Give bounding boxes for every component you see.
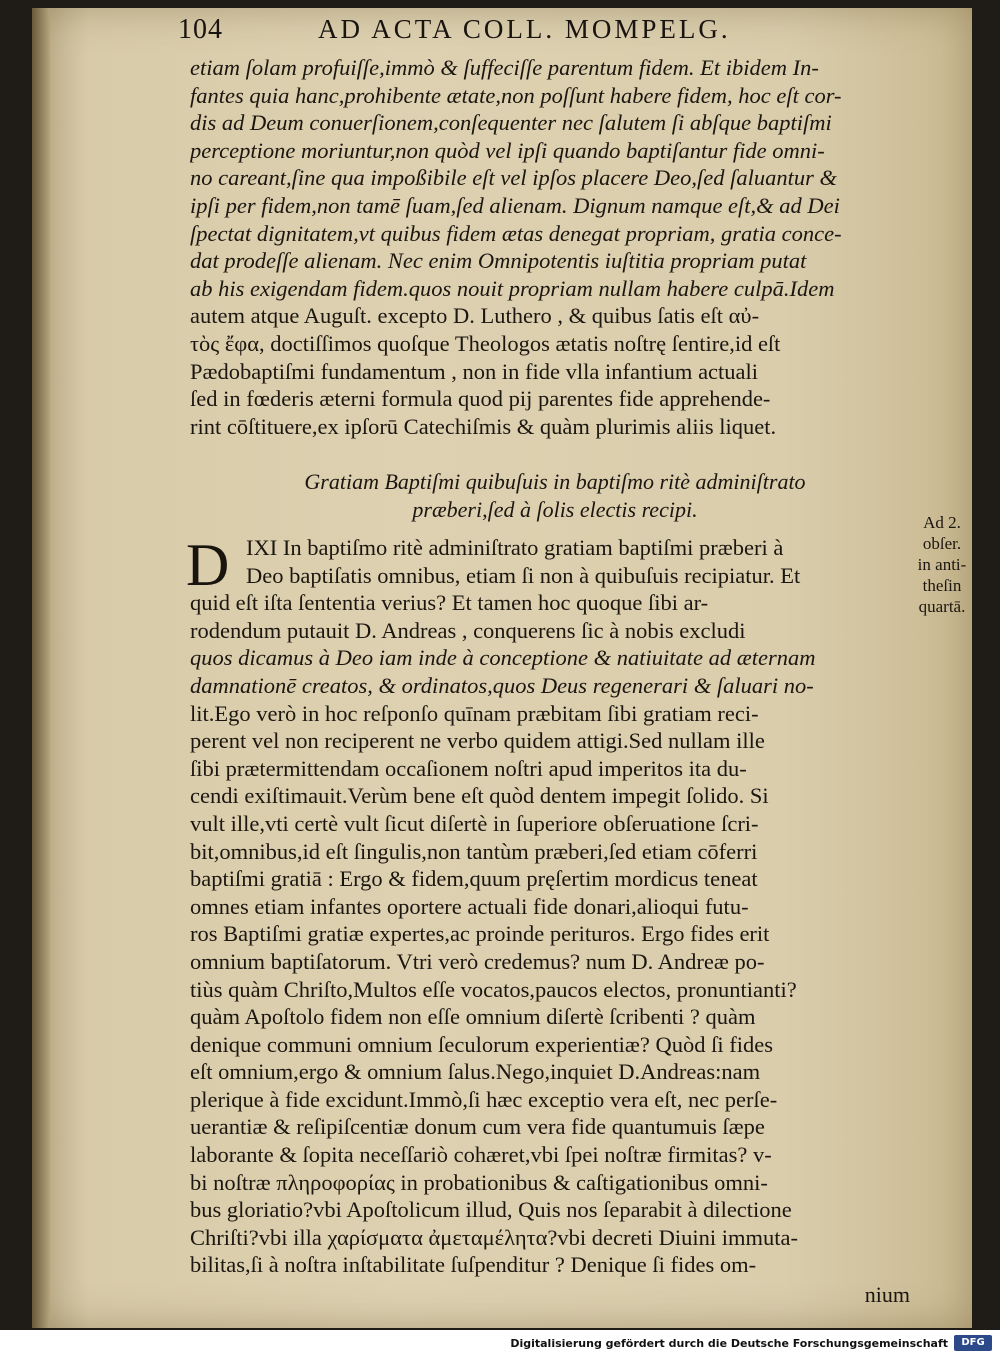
- text-line: ipſi per fidem,non tamē ſuam,ſed alienam. Dignum namque eſt,& ad Dei: [190, 192, 840, 218]
- text-line: ros Baptiſmi gratiæ expertes,ac proinde perituros. Ergo fides erit: [190, 921, 770, 947]
- text-line: rint cōſtituere,ex ipſorū Catechiſmis & quàm plurimis aliis liquet.: [190, 413, 777, 439]
- text-line: τὸς ἔφα, doctiſſimos quoſque Theologos ætatis noſtrę ſentire,id eſt: [190, 330, 781, 356]
- text-line: dis ad Deum conuerſionem,conſequenter nec ſalutem ſi abſque baptiſmi: [190, 110, 832, 136]
- text-line: Chriſti?vbi illa χαρίσματα ἀμεταμέλητα?vbi decreti Diuini immuta-: [190, 1224, 798, 1250]
- text-line: eſt omnium,ergo & omnium ſalus.Nego,inquiet D.Andreas:nam: [190, 1059, 761, 1085]
- text-line: omnes etiam infantes oportere actuali fide donari,alioqui futu-: [190, 893, 749, 919]
- text-line: etiam ſolam profuiſſe,immò & ſuffeciſſe parentum fidem. Et ibidem In-: [190, 55, 819, 80]
- running-head: AD ACTA COLL. MOMPELG.: [318, 14, 731, 44]
- text-line: lit.Ego verò in hoc reſponſo quīnam præbitam ſibi gratiam reci-: [190, 700, 759, 726]
- text-line: uerantiæ & reſipiſcentiæ donum cum vera fide quantumuis ſæpe: [190, 1114, 765, 1140]
- page-number: 104: [178, 14, 223, 45]
- dfg-logo-icon: DFG: [954, 1335, 992, 1351]
- text-line: bi noſtræ πληροφορίας in probationibus & caſtigationibus omni-: [190, 1169, 768, 1195]
- text-line: rodendum putauit D. Andreas , conquerens ſic à nobis excludi: [190, 617, 746, 643]
- text-line: ab his exigendam fidem.quos nouit propriam nullam habere culpā.Idem: [190, 275, 835, 301]
- text-line: perent vel non reciperent ne verbo quidem attigi.Sed nullam ille: [190, 728, 765, 754]
- section-heading-line: præberi,ſed à ſolis electis recipi.: [412, 497, 698, 522]
- text-line: quàm Apoſtolo fidem non eſſe omnium diſertè ſcribenti ? quàm: [190, 1004, 756, 1030]
- text-line: perceptione moriuntur,non quòd vel ipſi quando baptiſantur fide omni-: [190, 137, 825, 163]
- margin-note-line: quartā.: [918, 597, 966, 616]
- text-line: Pædobaptiſmi fundamentum , non in fide vlla infantium actuali: [190, 358, 759, 384]
- text-line: quid eſt iſta ſententia verius? Et tamen hoc quoque ſibi ar-: [190, 590, 709, 616]
- text-line: plerique à fide excidunt.Immò,ſi hæc exceptio vera eſt, nec perſe-: [190, 1086, 778, 1112]
- section-body: [186, 532, 910, 1279]
- digitization-footer: [0, 1330, 1000, 1357]
- text-line: fantes quia hanc,prohibente ætate,non poſſunt habere fidem, hoc eſt cor-: [190, 82, 842, 108]
- text-line: bilitas,ſi à noſtra inſtabilitate ſuſpenditur ? Denique ſi fides om-: [190, 1252, 757, 1278]
- text-line: baptiſmi gratiā : Ergo & fidem,quum pręſertim mordicus teneat: [190, 866, 758, 892]
- text-line: laborante & ſopita neceſſariò cohæret,vbi ſpei noſtræ firmitas? v-: [190, 1142, 772, 1168]
- text-line: ſibi prætermittendam occaſionem noſtri apud imperitos ita du-: [190, 755, 747, 781]
- top-paragraph: [190, 54, 908, 440]
- margin-note-line: theſin: [922, 576, 962, 595]
- margin-note-line: Ad 2.: [923, 513, 961, 532]
- text-line: denique communi omnium ſeculorum experientiæ? Quòd ſi fides: [190, 1031, 774, 1057]
- margin-note: [912, 512, 972, 617]
- drop-capital: D: [186, 532, 230, 598]
- page-header: [178, 14, 798, 50]
- text-line: tiùs quàm Chriſto,Multos eſſe vocatos,paucos electos, pronuntianti?: [190, 976, 797, 1002]
- text-line: bit,omnibus,id eſt ſingulis,non tantùm præberi,ſed etiam cōferri: [190, 838, 758, 864]
- text-line: Deo baptiſatis omnibus, etiam ſi non à quibuſuis recipiatur. Et: [246, 562, 801, 588]
- text-line: vult ille,vti certè vult ſicut diſertè in ſuperiore obſeruatione ſcri-: [190, 810, 759, 836]
- text-line: dat prodeſſe alienam. Nec enim Omnipotentis iuſtitia propriam putat: [190, 248, 807, 274]
- text-line: no careant,ſine qua impoßibile eſt vel ipſos placere Deo,ſed ſaluantur &: [190, 165, 837, 191]
- section-heading-line: Gratiam Baptiſmi quibuſuis in baptiſmo ritè adminiſtrato: [304, 469, 806, 494]
- section-heading: [230, 468, 880, 524]
- text-line: omnium baptiſatorum. Vtri verò credemus? num D. Andreæ po-: [190, 948, 765, 974]
- catchword: nium: [864, 1282, 910, 1307]
- margin-note-line: in anti-: [917, 555, 967, 574]
- text-line: ſed in fœderis æterni formula quod pij parentes fide apprehende-: [190, 386, 771, 412]
- text-line: damnationē creatos, & ordinatos,quos Deus regenerari & ſaluari no-: [190, 672, 814, 698]
- text-line: bus gloriatio?vbi Apoſtolicum illud, Quis nos ſeparabit à dilectione: [190, 1197, 792, 1223]
- text-line: ſpectat dignitatem,vt quibus fidem ætas denegat propriam, gratia conce-: [190, 220, 842, 246]
- margin-note-line: obſer.: [922, 534, 962, 553]
- text-line: autem atque Auguſt. excepto D. Luthero , & quibus ſatis eſt αὐ-: [190, 303, 760, 329]
- text-line: cendi exiſtimauit.Verùm bene eſt quòd dentem impegit ſolido. Si: [190, 783, 769, 809]
- text-line: IXI In baptiſmo ritè adminiſtrato gratiam baptiſmi præberi à: [246, 535, 784, 560]
- text-line: quos dicamus à Deo iam inde à conceptione & natiuitate ad æternam: [190, 645, 816, 671]
- footer-credit: Digitalisierung gefördert durch die Deutsche Forschungsgemeinschaft: [510, 1337, 948, 1350]
